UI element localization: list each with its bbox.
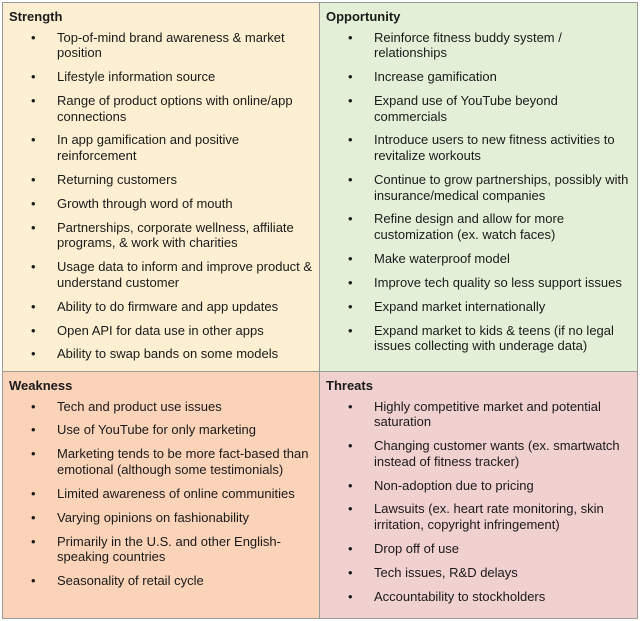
list-item: • Non-adoption due to pricing bbox=[326, 478, 631, 494]
list-item: • Top-of-mind brand awareness & market position bbox=[9, 30, 313, 61]
list-item: • Primarily in the U.S. and other English-speaking countries bbox=[9, 534, 313, 565]
strength-list bbox=[9, 30, 313, 362]
list-item: • Lawsuits (ex. heart rate monitoring, skin irritation, copyright infringement) bbox=[326, 501, 631, 532]
strength-quadrant bbox=[3, 3, 320, 372]
list-item: • Accountability to stockholders bbox=[326, 589, 631, 605]
list-item: • Make waterproof model bbox=[326, 251, 631, 267]
list-item: • Refine design and allow for more customization (ex. watch faces) bbox=[326, 211, 631, 242]
threats-list bbox=[326, 399, 631, 605]
weakness-list bbox=[9, 399, 313, 589]
list-item: • Open API for data use in other apps bbox=[9, 323, 313, 339]
list-item: • Seasonality of retail cycle bbox=[9, 573, 313, 589]
list-item: • Tech and product use issues bbox=[9, 399, 313, 415]
list-item: • Reinforce fitness buddy system / relationships bbox=[326, 30, 631, 61]
list-item: • In app gamification and positive reinforcement bbox=[9, 132, 313, 163]
list-item: • Continue to grow partnerships, possibly with insurance/medical companies bbox=[326, 172, 631, 203]
list-item: • Highly competitive market and potential saturation bbox=[326, 399, 631, 430]
swot-table bbox=[2, 2, 638, 619]
list-item: • Returning customers bbox=[9, 172, 313, 188]
list-item: • Introduce users to new fitness activities to revitalize workouts bbox=[326, 132, 631, 163]
list-item: • Improve tech quality so less support issues bbox=[326, 275, 631, 291]
list-item: • Range of product options with online/app connections bbox=[9, 93, 313, 124]
weakness-title: Weakness bbox=[9, 378, 73, 393]
list-item: • Increase gamification bbox=[326, 69, 631, 85]
list-item: • Marketing tends to be more fact-based than emotional (although some testimonials) bbox=[9, 446, 313, 477]
list-item: • Usage data to inform and improve product & understand customer bbox=[9, 259, 313, 290]
list-item: • Ability to do firmware and app updates bbox=[9, 299, 313, 315]
list-item: • Use of YouTube for only marketing bbox=[9, 422, 313, 438]
opportunity-list bbox=[326, 30, 631, 354]
weakness-quadrant bbox=[3, 372, 320, 618]
opportunity-title: Opportunity bbox=[326, 9, 401, 24]
list-item: • Expand market internationally bbox=[326, 299, 631, 315]
list-item: • Drop off of use bbox=[326, 541, 631, 557]
list-item: • Limited awareness of online communities bbox=[9, 486, 313, 502]
list-item: • Ability to swap bands on some models bbox=[9, 346, 313, 362]
list-item: • Expand use of YouTube beyond commercials bbox=[326, 93, 631, 124]
list-item: • Expand market to kids & teens (if no legal issues collecting with underage data) bbox=[326, 323, 631, 354]
opportunity-quadrant bbox=[320, 3, 637, 372]
list-item: • Lifestyle information source bbox=[9, 69, 313, 85]
list-item: • Tech issues, R&D delays bbox=[326, 565, 631, 581]
threats-quadrant bbox=[320, 372, 637, 618]
list-item: • Growth through word of mouth bbox=[9, 196, 313, 212]
strength-title: Strength bbox=[9, 9, 63, 24]
list-item: • Varying opinions on fashionability bbox=[9, 510, 313, 526]
list-item: • Changing customer wants (ex. smartwatch instead of fitness tracker) bbox=[326, 438, 631, 469]
threats-title: Threats bbox=[326, 378, 373, 393]
list-item: • Partnerships, corporate wellness, affiliate programs, & work with charities bbox=[9, 220, 313, 251]
